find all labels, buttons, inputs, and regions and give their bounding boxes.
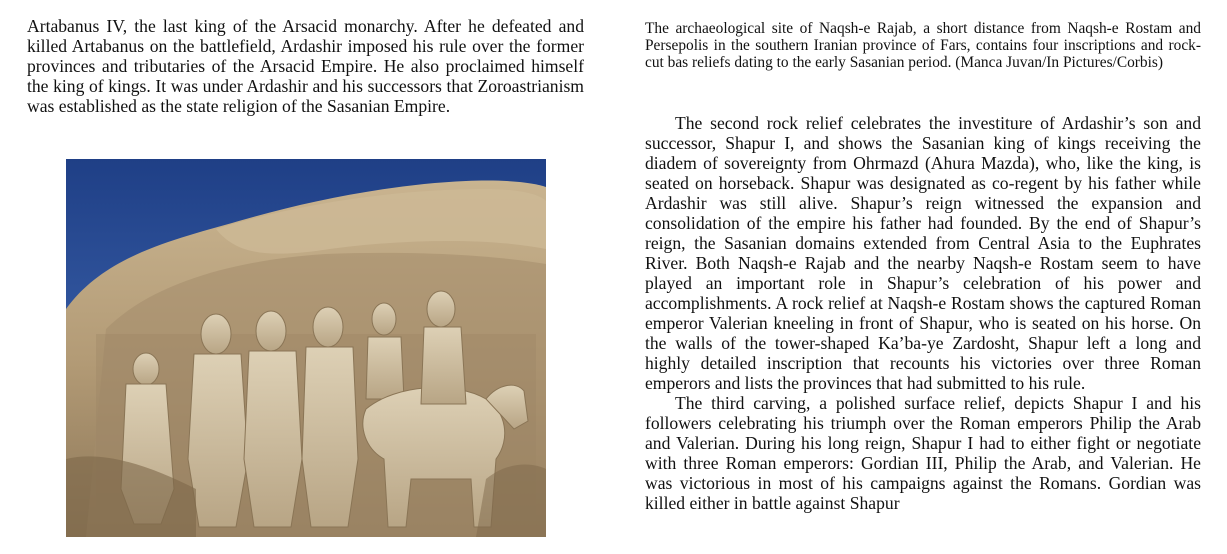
rock-relief-photo xyxy=(66,159,546,537)
photo-caption: The archaeological site of Naqsh-e Rajab, a short distance from Naqsh-e Rostam and Persepolis in the southern Iranian province of Fars, contains four inscriptions and rock-cut bas reliefs dating to the early Sasanian period. (Manca Juvan/In Pictures/Corbis) xyxy=(645,20,1201,71)
body-paragraph-2: The third carving, a polished surface relief, depicts Shapur I and his followers celebrating his triumph over the Roman emperors Philip the Arab and Valerian. During his long reign, Shapur I had to either fight or negotiate with three Roman emperors: Gordian III, Philip the Arab, and Valerian. He was victorious in most of his campaigns against the Romans. Gordian was killed either in battle against Shapur xyxy=(645,393,1201,513)
right-column-body xyxy=(645,113,1201,513)
left-column-paragraph: Artabanus IV, the last king of the Arsacid monarchy. After he defeated and killed Artabanus on the battlefield, Ardashir imposed his rule over the former provinces and tributaries of the Arsacid Empire. He also proclaimed himself the king of kings. It was under Ardashir and his successors that Zoroastrianism was established as the state religion of the Sasanian Empire. xyxy=(27,16,584,116)
body-paragraph-1: The second rock relief celebrates the investiture of Ardashir’s son and successor, Shapur I, and shows the Sasanian king of kings receiving the diadem of sovereignty from Ohrmazd (Ahura Mazda), who, like the king, is seated on horseback. Shapur was designated as co-regent by his father while Ardashir was still alive. Shapur’s reign witnessed the expansion and consolidation of the empire his father had founded. By the end of Shapur’s reign, the Sasanian domains extended from Central Asia to the Euphrates River. Both Naqsh-e Rajab and the nearby Naqsh-e Rostam seem to have played an important role in Shapur’s celebration of his power and accomplishments. A rock relief at Naqsh-e Rostam shows the captured Roman emperor Valerian kneeling in front of Shapur, who is seated on his horse. On the walls of the tower-shaped Ka’ba-ye Zardosht, Shapur left a long and highly detailed inscription that recounts his victories over three Roman emperors and lists the provinces that had submitted to his rule. xyxy=(645,113,1201,393)
